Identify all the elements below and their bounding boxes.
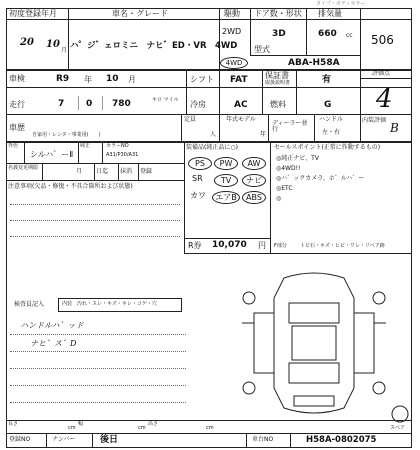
- auction-sheet: [6, 1, 412, 448]
- drive-4wd-circled: 4WD: [220, 57, 248, 69]
- drive-2wd: 2WD: [222, 27, 242, 36]
- shaken-value: R9: [56, 74, 70, 84]
- inspector-note-1: ハンドルハ゛ッド: [20, 321, 84, 330]
- interior-value: B: [390, 121, 399, 135]
- sellpoint-label: セールスポイント(正常に作動するもの): [274, 144, 381, 151]
- reg-no-label: 登録NO: [9, 436, 31, 443]
- ac-value: AC: [234, 100, 248, 110]
- length-unit: cm: [68, 425, 76, 431]
- displacement-value: 660: [318, 29, 337, 39]
- spare-tire-icon: [390, 404, 410, 424]
- equip-ps: PS: [188, 157, 212, 170]
- cc-unit: cc: [346, 32, 353, 39]
- first-reg-month-unit: 月: [61, 47, 68, 54]
- car-name: ハ゜ジ゛ェロミニ ナヒ゛ED・VR 4WD: [70, 41, 238, 51]
- first-reg-month: 10: [46, 39, 60, 50]
- recycle-label: R券: [188, 241, 202, 250]
- equip-leather: カワ: [190, 191, 206, 200]
- mileage-digit-2: 0: [86, 99, 93, 109]
- model-code: ABA-H58A: [288, 58, 340, 68]
- rating-value: 4: [376, 84, 393, 114]
- handle-value: 左・右: [322, 129, 341, 136]
- equipment-label: 装備品(純正品に○): [186, 144, 238, 151]
- equip-sr: SR: [192, 174, 203, 183]
- capacity-unit: 人: [210, 131, 217, 138]
- exterior-color-label: 外色: [8, 143, 19, 149]
- color-no-value: A31/P30/A31: [106, 152, 139, 158]
- width-unit: cm: [138, 425, 146, 431]
- equip-abs: ABS: [242, 191, 266, 204]
- sellpoint-5: ◎: [276, 195, 282, 202]
- ac-label: 冷房: [190, 100, 206, 109]
- transfer-month: 月: [76, 168, 83, 175]
- f-mark: F部分: [274, 243, 287, 249]
- door-shape-label: ドア数・形状: [254, 9, 302, 18]
- name-grade-label: 車名・グレード: [112, 9, 168, 18]
- inspector-note-2: ナヒ゛ス゛D: [30, 339, 77, 348]
- fuel-label: 燃料: [270, 100, 286, 109]
- interior-label: 内装評価: [362, 117, 387, 124]
- warranty-label: 保証書: [265, 71, 289, 80]
- transfer-relabel: 登録: [140, 168, 153, 175]
- chassis-number: H58A-0802075: [306, 435, 377, 445]
- damage-tags: トビ石・キズ・ヒビ・ワレ・リペア跡: [300, 243, 385, 249]
- rating-label: 評価点: [372, 70, 391, 77]
- equip-tv: TV: [214, 174, 238, 187]
- equip-aw: AW: [242, 157, 266, 170]
- length-label: 長さ: [8, 421, 19, 427]
- shift-label: シフト: [190, 75, 214, 84]
- shaken-label: 車検: [9, 74, 25, 83]
- spare-label: スペア: [390, 425, 406, 431]
- model-label: 型式: [254, 45, 270, 54]
- equip-pw: PW: [214, 157, 238, 170]
- shaken-year-unit: 年: [84, 75, 92, 84]
- year-model-label: 年式モデル: [226, 116, 256, 123]
- door-count: 3D: [272, 29, 286, 39]
- color-no-label: カラーNO: [106, 143, 129, 149]
- car-diagram: [234, 268, 394, 418]
- equip-navi: ナビ: [242, 174, 266, 187]
- sellpoint-3: ◎ハ゛ックカメラ、ホ゛ルハ゛ー: [276, 175, 365, 182]
- exterior-color-value: シルハ゛ーⅡ: [30, 150, 74, 159]
- sellpoint-4: ◎ETC: [276, 185, 293, 192]
- plate-value: 後日: [100, 435, 119, 445]
- fuel-value: G: [324, 100, 332, 110]
- height-label: 高さ: [148, 421, 159, 427]
- equip-airbag: エアB: [212, 191, 240, 204]
- dealer-label: ディーラー並行: [272, 120, 308, 133]
- sellpoint-2: ◎4WD!!: [276, 165, 301, 172]
- mileage-label: 走行: [9, 100, 25, 109]
- capacity-label: 定員: [184, 116, 197, 123]
- inspector-tags: 内装 汚れ・スレ・キズ・キレ・コゲ・穴: [62, 301, 157, 307]
- plate-label: ナンバー: [52, 436, 76, 443]
- warranty-value: 有: [322, 75, 332, 85]
- mileage-unit: キロ マイル: [152, 97, 179, 103]
- recycle-unit: 円: [258, 241, 266, 250]
- recycle-value: 10,070: [212, 240, 247, 250]
- chassis-label: 車台NO: [252, 436, 274, 443]
- first-reg-year: 20: [20, 37, 34, 48]
- transfer-noplate: 抹消: [120, 168, 133, 175]
- year-model-unit: 年: [260, 131, 267, 138]
- sellpoint-1: ◎純正ナビ、TV: [276, 155, 319, 162]
- notes-label: 注意事項(欠品・修復・不具合箇所および状態): [8, 183, 133, 190]
- shift-value: FAT: [230, 75, 248, 85]
- warranty-sub: 取扱説明書: [265, 80, 291, 86]
- mileage-digit-1: 7: [58, 99, 65, 109]
- transfer-day: 日迄: [96, 168, 109, 175]
- first-registration-label: 初度登録年月: [9, 9, 57, 18]
- shaken-month: 10: [106, 74, 119, 84]
- lot-number: 506: [371, 33, 394, 47]
- drive-label: 駆動: [224, 9, 240, 18]
- history-label: 車歴: [9, 123, 25, 132]
- displacement-label: 排気量: [318, 9, 342, 18]
- history-sub: 自家用・レンタ・事業用( ): [32, 132, 101, 138]
- genuine-label: 純正: [80, 143, 91, 149]
- height-unit: cm: [206, 425, 214, 431]
- width-label: 幅: [78, 421, 84, 427]
- transfer-deadline-label: 名義変更期限: [8, 165, 39, 171]
- mileage-digit-3: 780: [112, 99, 131, 109]
- header-stub: タイプ・ボディカラー: [316, 1, 366, 7]
- handle-label: ハンドル: [319, 116, 344, 123]
- shaken-month-unit: 月: [128, 75, 136, 84]
- inspector-label: 検査員記入: [14, 301, 45, 308]
